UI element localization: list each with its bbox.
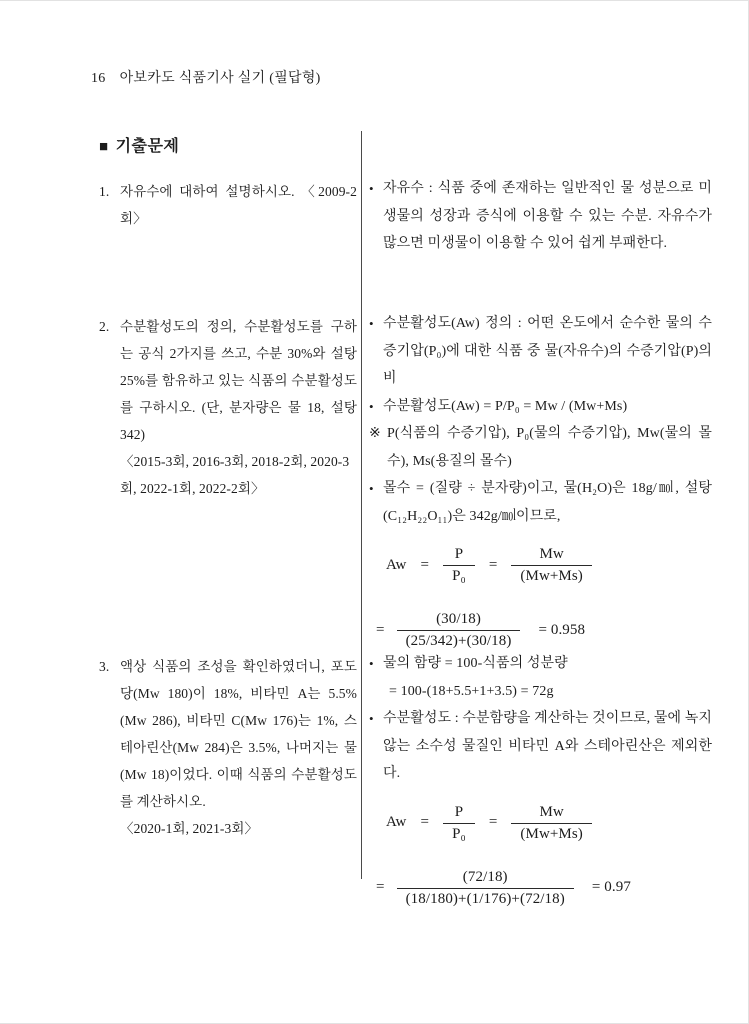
answer-text: 자유수 : 식품 중에 존재하는 일반적인 물 성분으로 미생물의 성장과 증식에 이용할 수 있는 수분. 자유수가 많으면 미생물이 이용할 수 있어 쉽게 부패한다. xyxy=(383,181,712,251)
section-title: 기출문제 xyxy=(115,138,180,155)
page-header-title: 아보카도 식품기사 실기 (필답형) xyxy=(119,71,321,86)
denominator: P₀ xyxy=(452,568,466,584)
bullet-icon: • xyxy=(369,656,374,671)
question-3 xyxy=(99,653,357,842)
numerator: (30/18) xyxy=(397,609,521,631)
aw-formula-block-1 xyxy=(369,544,712,652)
question-number: 3. xyxy=(99,659,110,674)
aw-formula-block-2 xyxy=(369,802,712,910)
formula-lhs: Aw xyxy=(386,556,407,573)
formula-result: = 0.958 xyxy=(538,621,586,638)
denominator: (Mw+Ms) xyxy=(520,825,583,842)
answer-exclusion-text: 수분활성도 : 수분함량을 계산하는 것이므로, 물에 녹지 않는 소수성 물질인 비타민 A와 스테아린산은 제외한다. xyxy=(383,711,712,781)
formula-line xyxy=(369,802,712,845)
column-divider xyxy=(361,131,362,879)
denominator: (18/180)+(1/176)+(72/18) xyxy=(405,890,565,907)
reference-mark-icon: ※ xyxy=(369,426,381,441)
question-number: 2. xyxy=(99,319,110,334)
numerator: (72/18) xyxy=(397,867,574,889)
bullet-icon: • xyxy=(369,398,374,414)
formula-result: = 0.97 xyxy=(591,879,631,896)
denominator: (Mw+Ms) xyxy=(520,568,583,584)
bullet-icon: • xyxy=(369,316,374,331)
bullet-icon: • xyxy=(369,181,374,196)
answer-definition-text: 수분활성도(Aw) 정의 : 어떤 온도에서 순수한 물의 수증기압(P₀)에 대한 식품 중 물(자유수)의 수증기압(P)의 비 xyxy=(383,316,712,386)
answer-2 xyxy=(369,310,712,652)
formula-line xyxy=(369,609,712,652)
formula-line xyxy=(369,867,712,910)
question-number: 1. xyxy=(99,184,110,199)
fraction xyxy=(443,802,475,845)
fraction xyxy=(397,609,521,652)
equals-sign: = xyxy=(488,556,498,573)
equals-sign: = xyxy=(420,814,430,831)
section-heading xyxy=(99,133,179,156)
answer-mole-text: 몰수 = (질량 ÷ 분자량)이고, 물(H₂O)은 18g/㏖, 설탕(C₁₂H₂₂O₁₁)은 342g/㏖이므로, xyxy=(383,481,712,524)
formula-lhs: Aw xyxy=(386,814,407,831)
question-exam-refs: 〈2015-3회, 2016-3회, 2018-2회, 2020-3회, 2022-1회, 2022-2회〉 xyxy=(120,454,350,496)
question-2 xyxy=(99,313,357,502)
bullet-icon: • xyxy=(369,481,374,496)
question-text: 수분활성도의 정의, 수분활성도를 구하는 공식 2가지를 쓰고, 수분 30%와 설탕 25%를 함유하고 있는 식품의 수분활성도를 구하시오. (단, 분자량은 물 18, 설탕 342) xyxy=(120,319,357,442)
denominator: (25/342)+(30/18) xyxy=(405,633,512,649)
question-text: 액상 식품의 조성을 확인하였더니, 포도당(Mw 180)이 18%, 비타민 A는 5.5%(Mw 286), 비타민 C(Mw 176)는 1%, 스테아린산(Mw 284)은 3.5%, 나머지는 물(Mw 18)이었다. 이때 식품의 수분활성도를 계산하시오. xyxy=(120,659,357,809)
answer-3 xyxy=(369,650,712,910)
answer-1 xyxy=(369,175,712,258)
page-header xyxy=(91,67,321,87)
equals-sign: = xyxy=(420,556,430,573)
fraction xyxy=(511,802,592,845)
fraction xyxy=(511,544,592,587)
numerator: Mw xyxy=(511,802,592,824)
square-bullet-icon: ■ xyxy=(99,139,109,155)
answer-water-content-text: 물의 함량 = 100-식품의 성분량 xyxy=(383,656,568,671)
answer-note-text: P(식품의 수증기압), P₀(물의 수증기압), Mw(물의 몰수), Ms(용질의 몰수) xyxy=(387,426,712,469)
question-text: 자유수에 대하여 설명하시오. 〈2009-2회〉 xyxy=(120,184,357,226)
fraction xyxy=(443,544,475,587)
equals-sign: = xyxy=(376,879,385,896)
equals-sign: = xyxy=(376,621,385,638)
numerator: P xyxy=(443,802,475,824)
denominator: P₀ xyxy=(452,825,466,842)
bullet-icon: • xyxy=(369,711,374,726)
page-number: 16 xyxy=(91,71,106,86)
fraction xyxy=(397,867,574,910)
question-1 xyxy=(99,178,357,232)
formula-line xyxy=(369,544,712,587)
answer-water-content-calc: = 100-(18+5.5+1+3.5) = 72g xyxy=(389,683,554,699)
equals-sign: = xyxy=(488,814,498,831)
numerator: Mw xyxy=(511,544,592,566)
question-exam-refs: 〈2020-1회, 2021-3회〉 xyxy=(120,821,259,836)
answer-formula-text: 수분활성도(Aw) = P/P₀ = Mw / (Mw+Ms) xyxy=(383,398,628,414)
numerator: P xyxy=(443,544,475,566)
